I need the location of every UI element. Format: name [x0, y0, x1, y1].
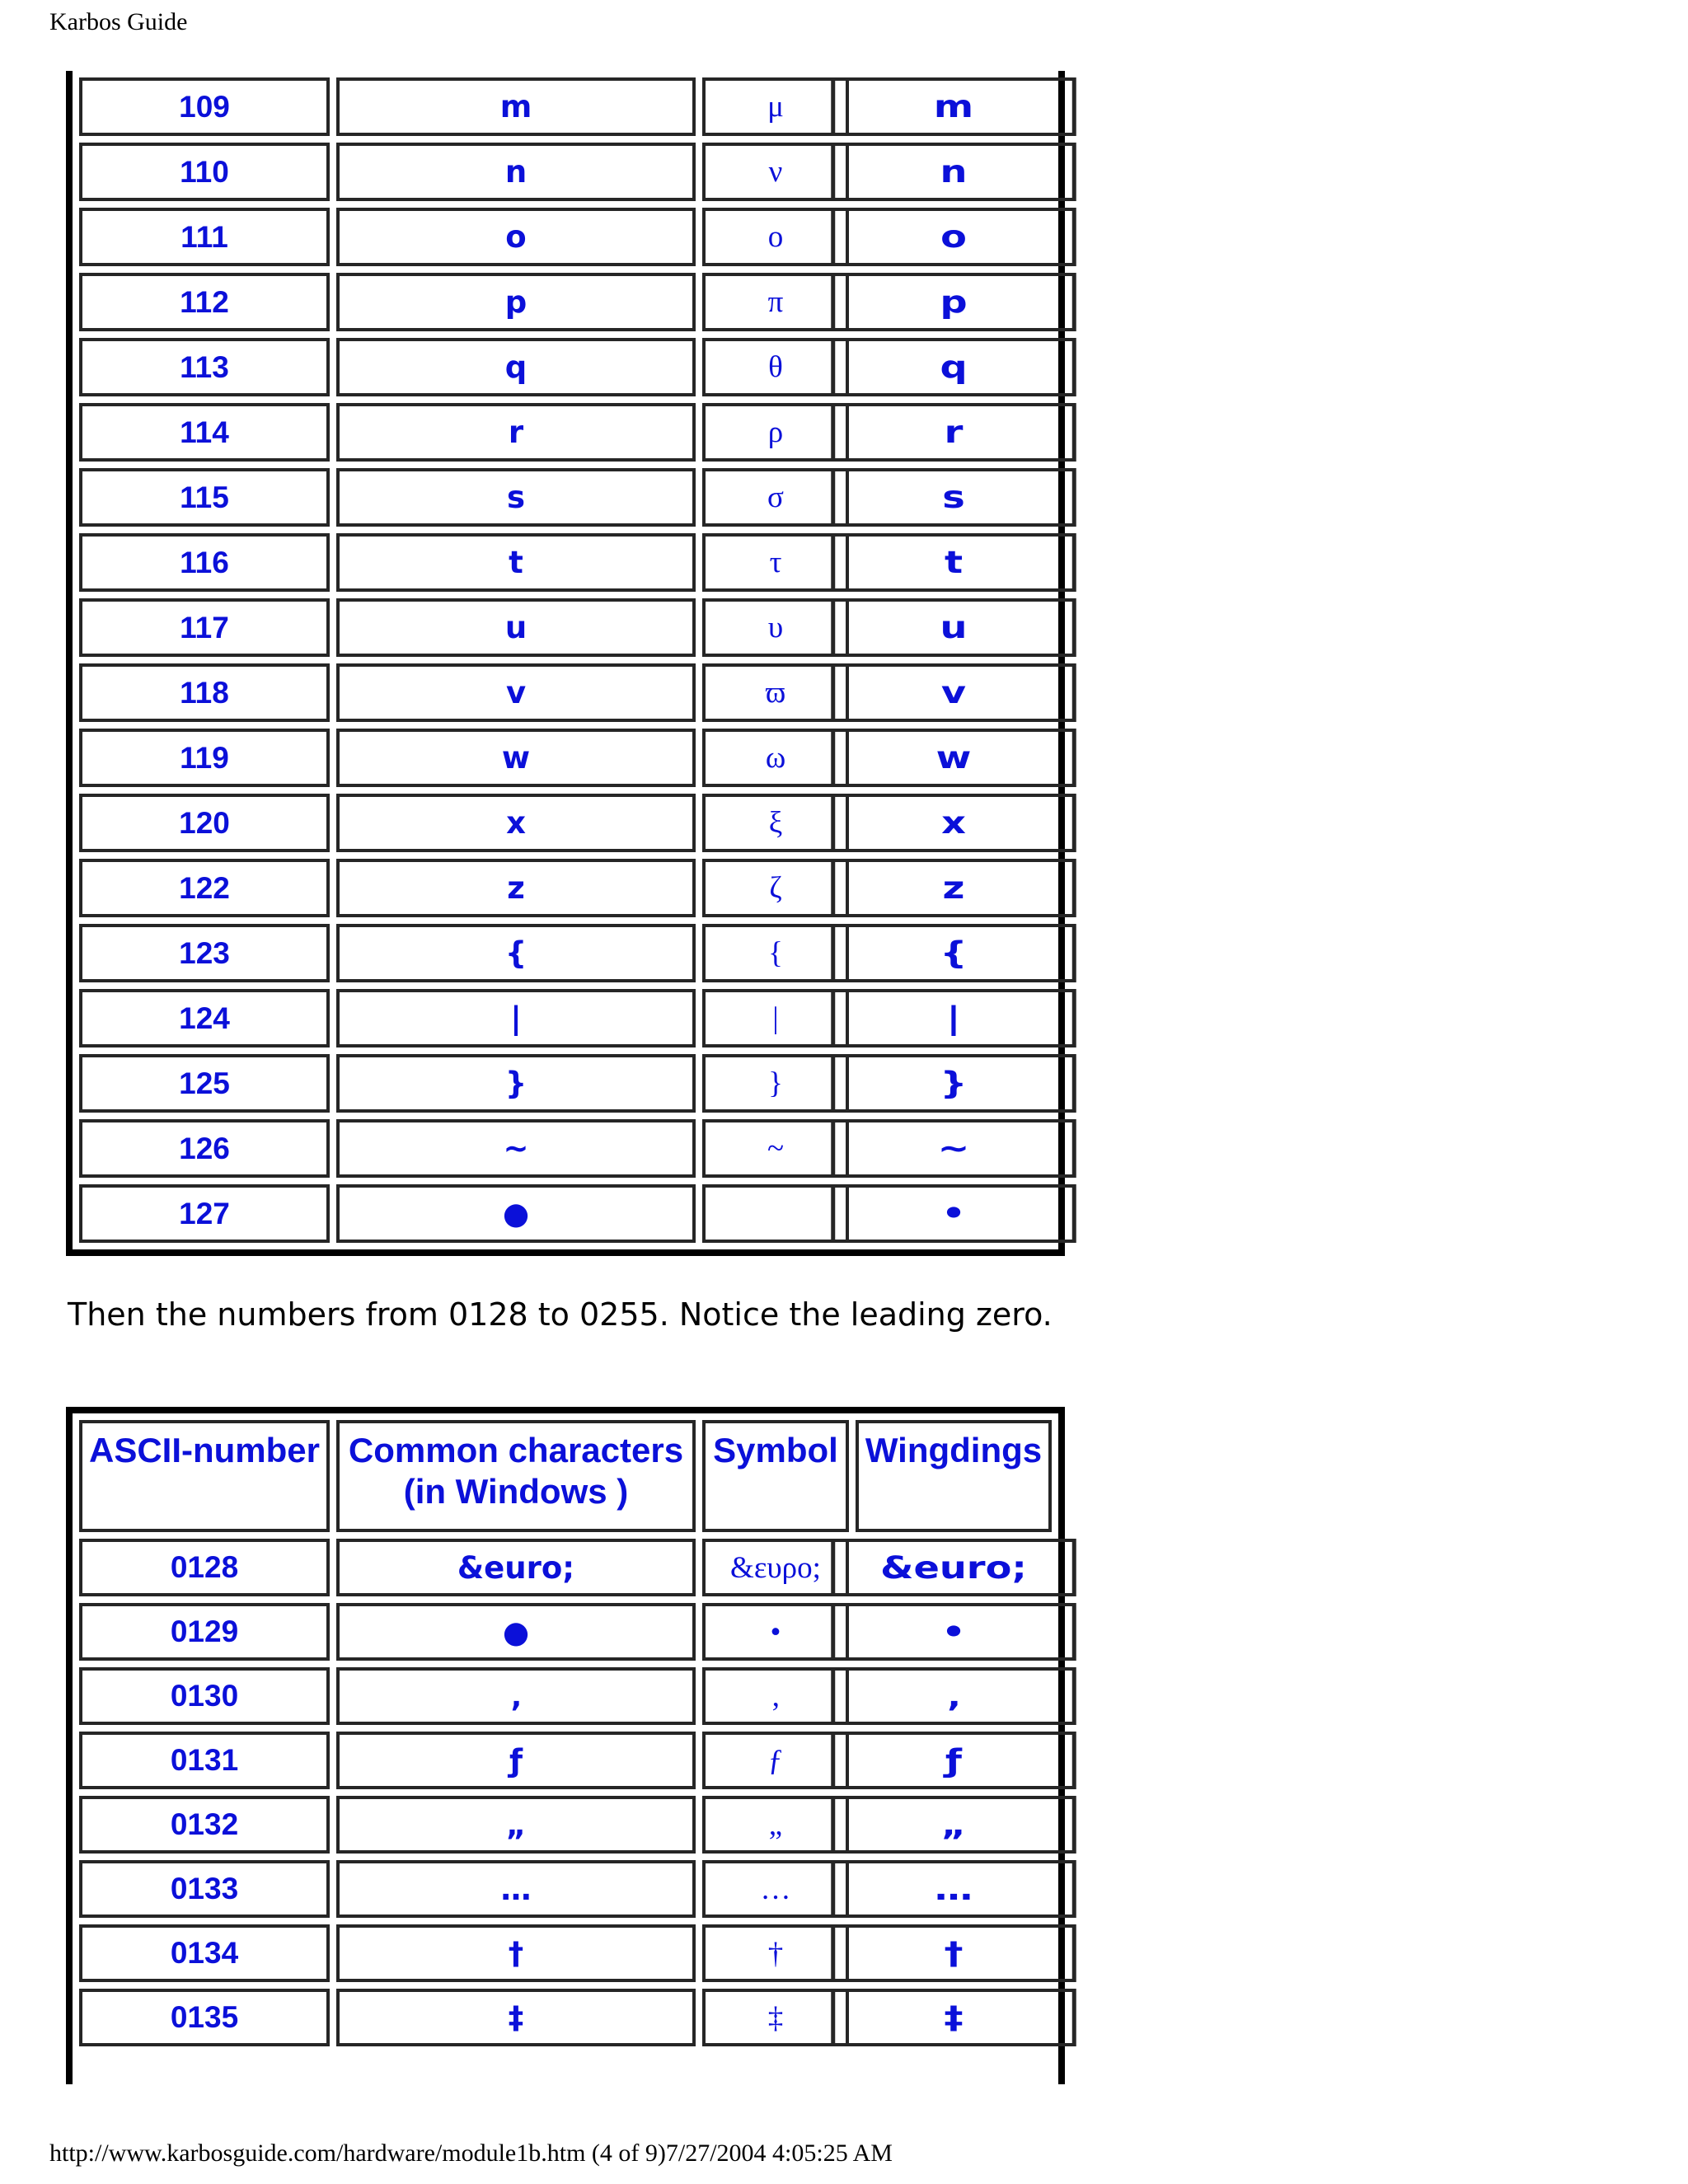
symbol-character-cell: • [702, 1603, 849, 1661]
ascii-number-cell: 112 [79, 273, 330, 331]
symbol-character-cell: ‚ [702, 1667, 849, 1725]
wingdings-character-cell: r [831, 403, 1076, 462]
symbol-character-cell: † [702, 1924, 849, 1982]
ascii-number-cell: 0129 [79, 1603, 330, 1661]
ascii-table-109-127 [66, 71, 1065, 1256]
symbol-character-cell: } [702, 1054, 849, 1113]
table-row [79, 1054, 1052, 1113]
symbol-character-cell: π [702, 273, 849, 331]
common-character-cell: ‡ [336, 1989, 696, 2046]
wingdings-character-cell: s [831, 468, 1076, 527]
table-row [79, 468, 1052, 527]
common-character-cell: v [336, 663, 696, 722]
ascii-number-cell: 125 [79, 1054, 330, 1113]
symbol-character-cell: „ [702, 1796, 849, 1854]
ascii-number-cell: 0135 [79, 1989, 330, 2046]
ascii-number-cell: 126 [79, 1119, 330, 1178]
table-row [79, 729, 1052, 787]
table-row [79, 273, 1052, 331]
table-row [79, 1119, 1052, 1178]
symbol-character-cell: ~ [702, 1119, 849, 1178]
common-character-cell: &euro; [336, 1539, 696, 1596]
symbol-character-cell: ϖ [702, 663, 849, 722]
table-row [79, 143, 1052, 201]
ascii-number-cell: 0132 [79, 1796, 330, 1854]
ascii-number-cell: 111 [79, 208, 330, 266]
ascii-number-cell: 123 [79, 924, 330, 982]
common-character-cell: t [336, 533, 696, 592]
symbol-character-cell: ο [702, 208, 849, 266]
wingdings-character-cell: n [831, 143, 1076, 201]
ascii-number-cell: 120 [79, 794, 330, 852]
table-row [79, 1603, 1052, 1661]
symbol-character-cell: ξ [702, 794, 849, 852]
symbol-character-cell: μ [702, 77, 849, 136]
table-row [79, 1667, 1052, 1725]
table-row [79, 1184, 1052, 1243]
common-character-cell: u [336, 598, 696, 657]
ascii-number-cell: 115 [79, 468, 330, 527]
symbol-character-cell: ν [702, 143, 849, 201]
wingdings-character-cell: • [831, 1184, 1076, 1243]
wingdings-character-cell: ‡ [831, 1989, 1076, 2046]
common-character-cell: p [336, 273, 696, 331]
wingdings-character-cell: q [831, 338, 1076, 396]
ascii-number-cell: 0133 [79, 1860, 330, 1918]
wingdings-character-cell: o [831, 208, 1076, 266]
common-character-cell: w [336, 729, 696, 787]
symbol-character-cell: | [702, 989, 849, 1047]
table-row [79, 77, 1052, 136]
table-row [79, 1796, 1052, 1854]
common-character-cell: ~ [336, 1119, 696, 1178]
wingdings-character-cell: &euro; [831, 1539, 1076, 1596]
table-row [79, 1539, 1052, 1596]
ascii-number-cell: 0130 [79, 1667, 330, 1725]
wingdings-character-cell: ‚ [831, 1667, 1076, 1725]
table-row [79, 1924, 1052, 1982]
common-character-cell: m [336, 77, 696, 136]
ascii-number-cell: 0128 [79, 1539, 330, 1596]
table-row [79, 924, 1052, 982]
column-header-symbol: Symbol [702, 1420, 849, 1532]
ascii-table-0128-0255 [66, 1407, 1065, 2084]
table-continuation [79, 2053, 1052, 2078]
common-character-cell: ‚ [336, 1667, 696, 1725]
wingdings-character-cell: x [831, 794, 1076, 852]
ascii-number-cell: 109 [79, 77, 330, 136]
ascii-number-cell: 118 [79, 663, 330, 722]
symbol-character-cell [702, 1184, 849, 1243]
column-header-common-characters: Common characters (in Windows ) [336, 1420, 696, 1532]
wingdings-character-cell: t [831, 533, 1076, 592]
empty-cell [336, 2053, 696, 2078]
common-character-cell: { [336, 924, 696, 982]
symbol-character-cell: ‡ [702, 1989, 849, 2046]
common-character-cell: | [336, 989, 696, 1047]
table-header-row [79, 1420, 1052, 1532]
wingdings-character-cell: { [831, 924, 1076, 982]
table-row [79, 663, 1052, 722]
ascii-number-cell: 113 [79, 338, 330, 396]
wingdings-character-cell: … [831, 1860, 1076, 1918]
symbol-character-cell: ω [702, 729, 849, 787]
wingdings-character-cell: ~ [831, 1119, 1076, 1178]
table-row [79, 403, 1052, 462]
table-row [79, 794, 1052, 852]
table-row [79, 1989, 1052, 2046]
wingdings-character-cell: z [831, 859, 1076, 917]
ascii-number-cell: 0131 [79, 1732, 330, 1789]
ascii-table-body [79, 77, 1052, 1243]
symbol-character-cell: &ευρο; [702, 1539, 849, 1596]
wingdings-character-cell: p [831, 273, 1076, 331]
common-character-cell: ƒ [336, 1732, 696, 1789]
wingdings-character-cell: | [831, 989, 1076, 1047]
wingdings-character-cell: m [831, 77, 1076, 136]
common-character-cell: † [336, 1924, 696, 1982]
ascii-number-cell: 117 [79, 598, 330, 657]
common-character-cell: } [336, 1054, 696, 1113]
empty-cell [79, 2053, 330, 2078]
column-header-wingdings: Wingdings [856, 1420, 1052, 1532]
symbol-character-cell: σ [702, 468, 849, 527]
wingdings-character-cell: u [831, 598, 1076, 657]
ascii-number-cell: 127 [79, 1184, 330, 1243]
table-row [79, 989, 1052, 1047]
table-row [79, 859, 1052, 917]
wingdings-character-cell: w [831, 729, 1076, 787]
column-header-ascii-number: ASCII-number [79, 1420, 330, 1532]
symbol-character-cell: … [702, 1860, 849, 1918]
symbol-character-cell: θ [702, 338, 849, 396]
table-row [79, 533, 1052, 592]
wingdings-character-cell: • [831, 1603, 1076, 1661]
symbol-character-cell: ζ [702, 859, 849, 917]
symbol-character-cell: ρ [702, 403, 849, 462]
wingdings-character-cell: † [831, 1924, 1076, 1982]
page-footer-url: http://www.karbosguide.com/hardware/module1b.htm (4 of 9)7/27/2004 4:05:25 AM [49, 2139, 893, 2167]
symbol-character-cell: υ [702, 598, 849, 657]
empty-cell [856, 2053, 1052, 2078]
common-character-cell: ● [336, 1603, 696, 1661]
table-row [79, 338, 1052, 396]
common-character-cell: n [336, 143, 696, 201]
table-row [79, 598, 1052, 657]
common-character-cell: … [336, 1860, 696, 1918]
common-character-cell: ● [336, 1184, 696, 1243]
wingdings-character-cell: v [831, 663, 1076, 722]
common-character-cell: o [336, 208, 696, 266]
table-row [79, 1860, 1052, 1918]
empty-cell [702, 2053, 849, 2078]
common-character-cell: „ [336, 1796, 696, 1854]
common-character-cell: r [336, 403, 696, 462]
common-character-cell: s [336, 468, 696, 527]
wingdings-character-cell: } [831, 1054, 1076, 1113]
wingdings-character-cell: ƒ [831, 1732, 1076, 1789]
symbol-character-cell: τ [702, 533, 849, 592]
ascii-number-cell: 116 [79, 533, 330, 592]
symbol-character-cell: { [702, 924, 849, 982]
table-row [79, 208, 1052, 266]
common-character-cell: x [336, 794, 696, 852]
ascii-number-cell: 110 [79, 143, 330, 201]
symbol-character-cell: ƒ [702, 1732, 849, 1789]
ascii-table-body [79, 1539, 1052, 2078]
common-character-cell: z [336, 859, 696, 917]
ascii-number-cell: 119 [79, 729, 330, 787]
ascii-number-cell: 114 [79, 403, 330, 462]
table-row [79, 1732, 1052, 1789]
common-character-cell: q [336, 338, 696, 396]
intro-paragraph: Then the numbers from 0128 to 0255. Notice the leading zero. [68, 1296, 1053, 1333]
ascii-number-cell: 122 [79, 859, 330, 917]
wingdings-character-cell: „ [831, 1796, 1076, 1854]
ascii-number-cell: 0134 [79, 1924, 330, 1982]
ascii-number-cell: 124 [79, 989, 330, 1047]
page-header: Karbos Guide [49, 8, 188, 35]
